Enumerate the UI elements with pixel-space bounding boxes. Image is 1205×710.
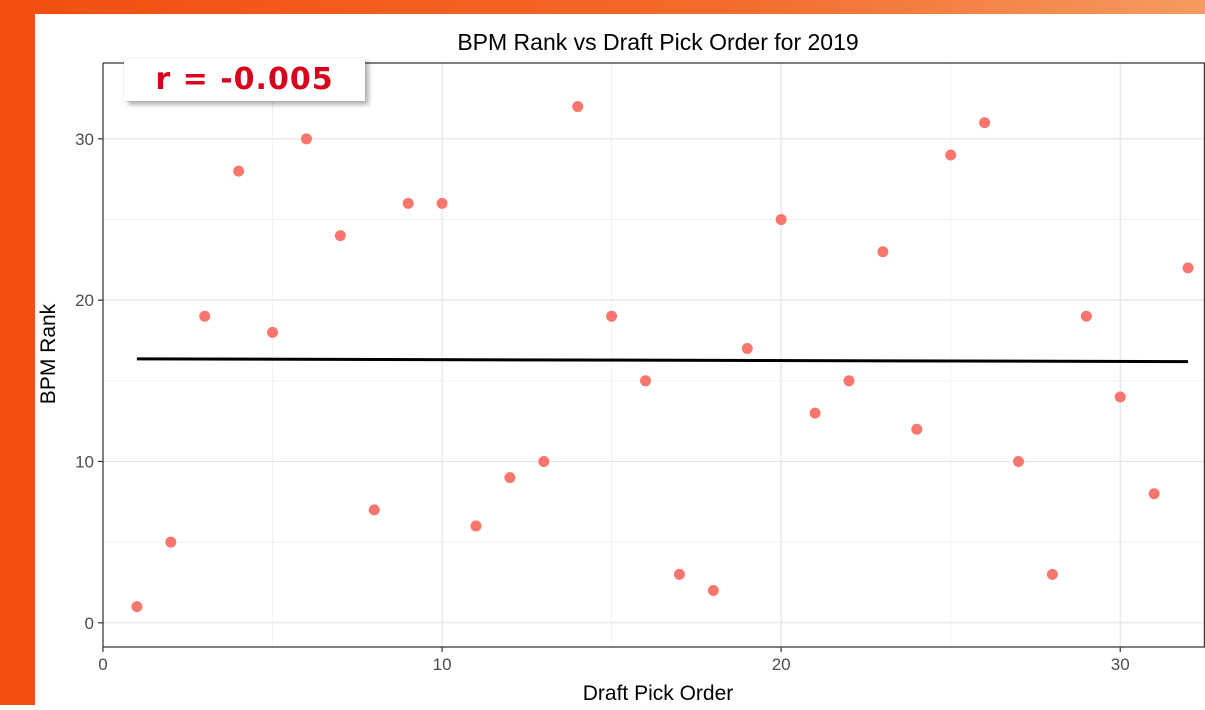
data-point bbox=[437, 198, 448, 209]
chart-area bbox=[35, 14, 1205, 705]
data-point bbox=[233, 166, 244, 177]
top-accent-bar bbox=[0, 0, 1205, 14]
axes bbox=[75, 63, 1205, 674]
data-point bbox=[131, 601, 142, 612]
data-point bbox=[335, 230, 346, 241]
data-point bbox=[165, 537, 176, 548]
data-point bbox=[742, 343, 753, 354]
data-point bbox=[1149, 488, 1160, 499]
x-tick-label: 20 bbox=[771, 655, 791, 674]
data-point bbox=[470, 521, 481, 532]
y-tick-label: 10 bbox=[75, 452, 94, 472]
x-tick-label: 0 bbox=[98, 655, 108, 674]
data-point bbox=[674, 569, 685, 580]
y-tick-label: 0 bbox=[84, 613, 94, 633]
data-point bbox=[640, 375, 651, 386]
data-points bbox=[131, 101, 1193, 612]
data-point bbox=[267, 327, 278, 338]
data-point bbox=[301, 133, 312, 144]
data-point bbox=[911, 424, 922, 435]
data-point bbox=[776, 214, 787, 225]
data-point bbox=[606, 311, 617, 322]
y-axis-label: BPM Rank bbox=[37, 303, 60, 405]
data-point bbox=[504, 472, 515, 483]
grid-lines bbox=[103, 63, 1205, 647]
data-point bbox=[810, 408, 821, 419]
scatter-chart bbox=[35, 14, 1205, 705]
y-tick-label: 20 bbox=[75, 291, 94, 311]
data-point bbox=[877, 246, 888, 257]
data-point bbox=[1183, 262, 1194, 273]
data-point bbox=[843, 375, 854, 386]
data-point bbox=[369, 504, 380, 515]
data-point bbox=[708, 585, 719, 596]
x-tick-label: 10 bbox=[432, 655, 452, 674]
data-point bbox=[199, 311, 210, 322]
data-point bbox=[538, 456, 549, 467]
data-point bbox=[572, 101, 583, 112]
data-point bbox=[1013, 456, 1024, 467]
trend-line bbox=[137, 359, 1188, 362]
data-point bbox=[979, 117, 990, 128]
y-tick-label: 30 bbox=[75, 129, 94, 149]
x-tick-label: 30 bbox=[1110, 655, 1130, 674]
correlation-callout bbox=[124, 58, 365, 101]
left-accent-bar bbox=[0, 0, 35, 705]
correlation-value: r = -0.005 bbox=[155, 62, 334, 97]
data-point bbox=[945, 149, 956, 160]
data-point bbox=[1047, 569, 1058, 580]
data-point bbox=[1115, 391, 1126, 402]
data-point bbox=[403, 198, 414, 209]
data-point bbox=[1081, 311, 1092, 322]
chart-title: BPM Rank vs Draft Pick Order for 2019 bbox=[457, 29, 859, 55]
x-axis-label: Draft Pick Order bbox=[582, 682, 734, 705]
